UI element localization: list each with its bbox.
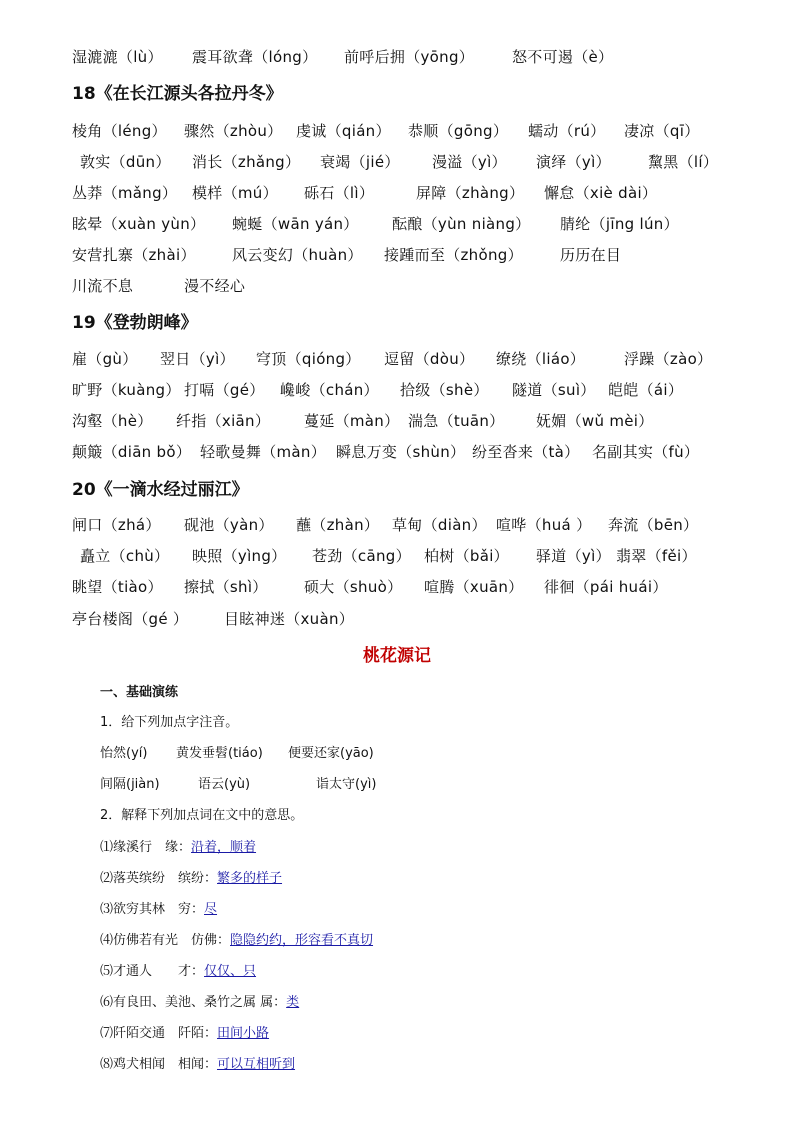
pinyin-item: 诣太守(yì) [316,777,377,792]
lesson-heading: 18《在长江源头各拉丹冬》 [72,84,283,104]
vocab-word: 湿漉漉（lù） [72,48,163,66]
pinyin-item: 便要还家(yāo) [288,746,374,761]
vocab-word: 喧哗（huá ） [496,516,592,534]
vocab-word: 骤然（zhòu） [184,122,283,140]
definition-answer: 田间小路 [217,1026,270,1041]
part-title: 一、基础演练 [100,685,179,700]
lesson-heading: 20《一滴水经过丽江》 [72,480,249,500]
vocab-word: 打嗝（gé） [184,381,265,399]
vocab-word: 驿道（yì） [536,547,611,565]
question-1: 1．给下列加点字注音。 [100,715,239,730]
vocab-word: 懈怠（xiè dài） [544,184,658,202]
vocab-word: 映照（yìng） [192,547,287,565]
vocab-word: 颠簸（diān bǒ） [72,443,192,461]
vocab-word: 蠕动（rú） [528,122,606,140]
definition-item [100,839,256,857]
vocab-word: 棱角（léng） [72,122,167,140]
vocab-word: 模样（mú） [192,184,278,202]
section-title: 桃花源记 [363,646,431,666]
definition-item [100,932,373,950]
vocab-word: 蘸（zhàn） [296,516,380,534]
definition-question: ⑺阡陌交通 阡陌： [100,1026,218,1041]
vocab-word: 目眩神迷（xuàn） [224,610,355,628]
definition-item [100,963,256,981]
vocab-word: 轻歌曼舞（màn） [200,443,327,461]
vocab-word: 沟壑（hè） [72,412,153,430]
vocab-word: 翌日（yì） [160,350,235,368]
vocab-word: 丛莽（mǎng） [72,184,178,202]
vocab-word: 震耳欲聋（lóng） [192,48,318,66]
definition-answer: 繁多的样子 [217,871,283,886]
vocab-word: 徘徊（pái huái） [544,578,668,596]
vocab-word: 翡翠（fěi） [616,547,697,565]
pinyin-item: 黄发垂髫(tiáo) [176,746,263,761]
vocab-word: 黧黑（lí） [648,153,719,171]
vocab-word: 怒不可遏（è） [512,48,614,66]
vocab-word: 巉峻（chán） [280,381,379,399]
vocab-word: 皑皑（ái） [608,381,684,399]
definition-question: ⑻鸡犬相闻 相闻： [100,1057,218,1072]
vocab-word: 眺望（tiào） [72,578,163,596]
vocab-word: 漫溢（yì） [432,153,507,171]
vocab-word: 纤指（xiān） [176,412,271,430]
definition-question: ⑸才通人 才： [100,964,205,979]
definition-answer: 隐隐约约，形容看不真切 [230,933,374,948]
vocab-word: 旷野（kuàng） [72,381,181,399]
vocab-word: 恭顺（gōng） [408,122,509,140]
vocab-word: 蜿蜒（wān yán） [232,215,359,233]
pinyin-item: 语云(yù) [198,777,251,792]
vocab-word: 缭绕（liáo） [496,350,586,368]
vocab-word: 浮躁（zào） [624,350,713,368]
vocab-word: 消长（zhǎng） [192,153,301,171]
definition-answer: 可以互相听到 [217,1057,296,1072]
vocab-word: 蔓延（màn） [304,412,400,430]
definition-answer: 仅仅、只 [204,964,257,979]
vocab-word: 湍急（tuān） [408,412,505,430]
vocab-word: 奔流（bēn） [608,516,699,534]
lesson-heading: 19《登勃朗峰》 [72,313,198,333]
vocab-word: 砾石（lì） [304,184,375,202]
vocab-word: 虔诚（qián） [296,122,391,140]
vocab-word: 眩晕（xuàn yùn） [72,215,206,233]
vocab-word: 历历在目 [560,246,622,264]
definition-answer: 尽 [204,902,218,917]
vocab-word: 亭台楼阁（gé ） [72,610,189,628]
vocab-word: 逗留（dòu） [384,350,475,368]
vocab-word: 纷至沓来（tà） [472,443,580,461]
vocab-word: 腈纶（jīng lún） [560,215,679,233]
vocab-word: 穹顶（qióng） [256,350,361,368]
vocab-word: 名副其实（fù） [592,443,700,461]
vocab-word: 草甸（diàn） [392,516,487,534]
definition-item [100,870,282,888]
vocab-word: 硕大（shuò） [304,578,403,596]
vocab-word: 拾级（shè） [400,381,489,399]
definition-item [100,994,299,1012]
vocab-word: 酝酿（yùn niàng） [392,215,531,233]
vocab-word: 雇（gù） [72,350,138,368]
vocab-word: 瞬息万变（shùn） [336,443,466,461]
pinyin-item: 间隔(jiàn) [100,777,160,792]
vocab-word: 屏障（zhàng） [416,184,525,202]
definition-question: ⑴缘溪行 缘： [100,840,192,855]
question-2: 2．解释下列加点词在文中的意思。 [100,808,304,823]
vocab-word: 安营扎寨（zhài） [72,246,196,264]
vocab-word: 衰竭（jié） [320,153,400,171]
definition-item [100,1025,269,1043]
vocab-word: 柏树（bǎi） [424,547,509,565]
vocab-word: 漫不经心 [184,277,246,295]
vocab-word: 前呼后拥（yōng） [344,48,475,66]
vocab-word: 喧腾（xuān） [424,578,524,596]
vocab-word: 矗立（chù） [80,547,170,565]
definition-answer: 沿着，顺着 [191,840,257,855]
definition-item [100,1056,295,1074]
vocab-word: 风云变幻（huàn） [232,246,363,264]
vocab-word: 苍劲（cāng） [312,547,411,565]
vocab-word: 演绎（yì） [536,153,611,171]
vocab-word: 妩媚（wǔ mèi） [536,412,654,430]
vocab-word: 川流不息 [72,277,134,295]
definition-question: ⑷仿佛若有光 仿佛： [100,933,231,948]
vocab-word: 砚池（yàn） [184,516,274,534]
definition-item [100,901,217,919]
definition-question: ⑶欲穷其林 穷： [100,902,205,917]
definition-answer: 类 [286,995,300,1010]
vocab-word: 敦实（dūn） [80,153,171,171]
vocab-word: 凄凉（qī） [624,122,700,140]
vocab-word: 擦拭（shì） [184,578,268,596]
definition-question: ⑵落英缤纷 缤纷： [100,871,218,886]
vocab-word: 隧道（suì） [512,381,596,399]
vocab-word: 闸口（zhá） [72,516,161,534]
pinyin-item: 怡然(yí) [100,746,148,761]
definition-question: ⑹有良田、美池、桑竹之属 属： [100,995,287,1010]
vocab-word: 接踵而至（zhǒng） [384,246,523,264]
